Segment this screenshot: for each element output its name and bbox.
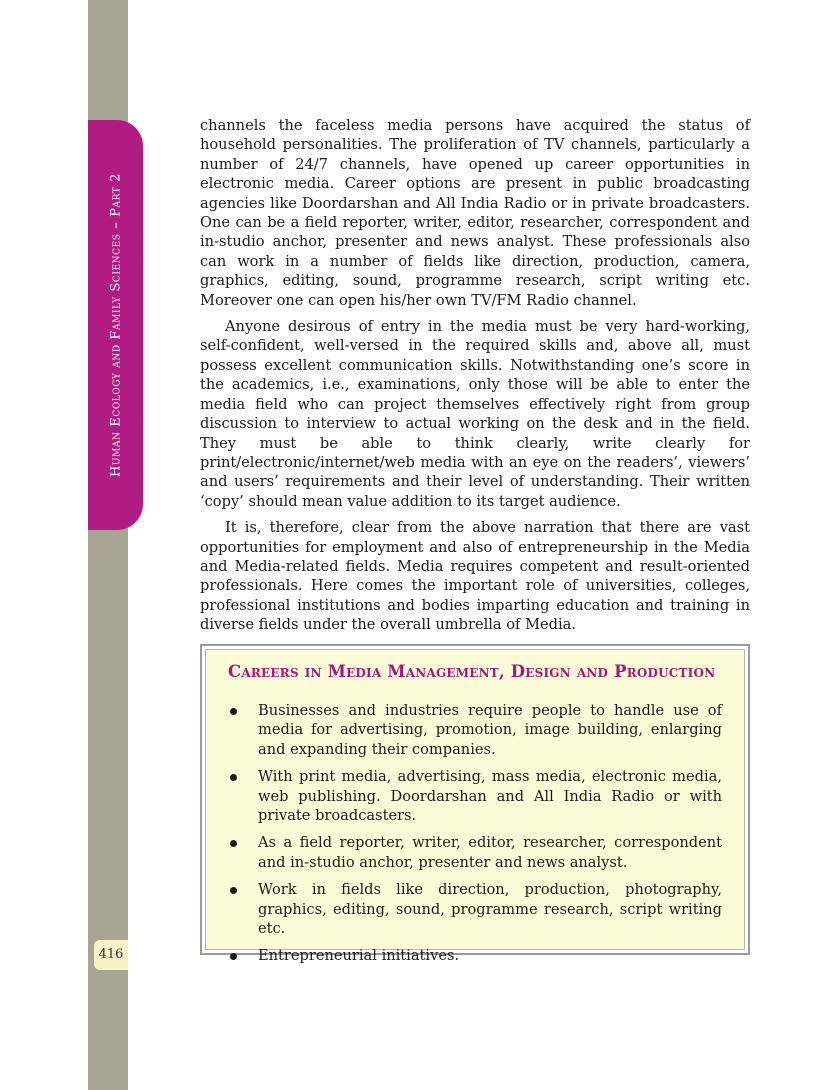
list-item — [228, 701, 722, 759]
list-item-text: Entrepreneurial initiatives. — [258, 947, 460, 965]
body-text — [200, 116, 750, 642]
bullet-icon — [230, 887, 237, 894]
careers-box-title: Careers in Media Management, Design and Production — [228, 662, 716, 681]
list-item-text: With print media, advertising, mass media, electronic media, web publishing. Doordarshan and All India Radio or with private broadcasters. — [258, 768, 722, 825]
list-item-text: Businesses and industries require people to handle use of media for advertising, promotion, image building, enlarging and expanding their companies. — [258, 702, 722, 758]
careers-list — [228, 701, 722, 966]
careers-box-inner — [205, 649, 745, 965]
list-item-text: Work in fields like direction, production, photography, graphics, editing, sound, programme research, script writing etc. — [258, 881, 722, 938]
careers-box — [200, 644, 750, 965]
paragraph: Anyone desirous of entry in the media must be very hard-working, self-confident, well-versed in the required skills and, above all, must possess excellent communication skills. Notwithstanding one’s score in the academics, i.e., examinations, only those will be able to enter the media field who can project themselves effectively right from group discussion to interview to actual working on the desk and in the field. They must be able to think clearly, write clearly for print/electronic/internet/web media with an eye on the readers’, viewers’ and users’ requirements and their level of understanding. Their written ‘copy’ should mean value addition to its target audience. — [200, 318, 750, 510]
list-item-text: As a field reporter, writer, editor, researcher, correspondent and in-studio anchor, presenter and news analyst. — [258, 834, 722, 871]
page-number: 416 — [98, 947, 124, 962]
list-item — [228, 767, 722, 825]
bullet-icon — [230, 840, 237, 847]
list-item — [228, 833, 722, 872]
running-head: Human Ecology and Family Sciences – Part 2 — [108, 173, 124, 477]
bullet-icon — [230, 708, 237, 715]
paragraph: channels the faceless media persons have acquired the status of household personalities. The proliferation of TV channels, particularly a number of 24/7 channels, have opened up career opportunities in electronic media. Career options are present in public broadcasting agencies like Doordarshan and All India Radio or in private broadcasters. One can be a field reporter, writer, editor, researcher, correspondent and in-studio anchor, presenter and news analyst. These professionals also can work in a number of fields like direction, production, camera, graphics, editing, sound, programme research, script writing etc. Moreover one can open his/her own TV/FM Radio channel. — [200, 117, 750, 309]
paragraph: It is, therefore, clear from the above narration that there are vast opportunities for employment and also of entrepreneurship in the Media and Media-related fields. Media requires competent and result-oriented professionals. Here comes the important role of universities, colleges, professional institutions and bodies imparting education and training in diverse fields under the overall umbrella of Media. — [200, 519, 750, 634]
list-item — [228, 946, 722, 965]
list-item — [228, 880, 722, 938]
bullet-icon — [230, 774, 237, 781]
bullet-icon — [230, 953, 237, 960]
